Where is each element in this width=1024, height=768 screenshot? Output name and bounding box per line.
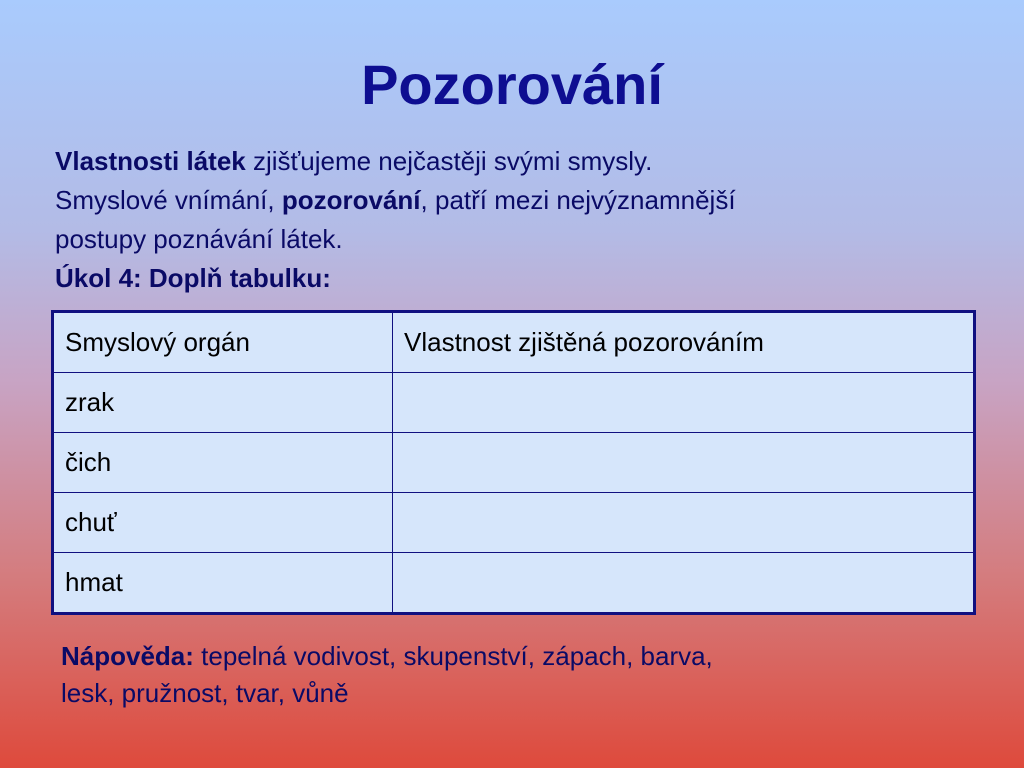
hint-text xyxy=(61,638,961,712)
property-cell[interactable] xyxy=(393,373,975,433)
hint-line-1 xyxy=(61,638,961,675)
intro-bold-vlastnosti: Vlastnosti látek xyxy=(55,146,246,176)
task-heading xyxy=(55,259,975,298)
intro-text xyxy=(55,142,975,298)
property-cell[interactable] xyxy=(393,553,975,614)
header-cell-property: Vlastnost zjištěná pozorováním xyxy=(393,312,975,373)
table-row xyxy=(53,553,975,614)
organ-cell: čich xyxy=(53,433,393,493)
hint-words-1: tepelná vodivost, skupenství, zápach, barva, xyxy=(193,641,713,671)
intro-line-2 xyxy=(55,181,975,220)
table-row xyxy=(53,433,975,493)
task-label: Úkol 4: Doplň tabulku: xyxy=(55,263,331,293)
slide-title: Pozorování xyxy=(361,53,663,116)
senses-table xyxy=(51,310,976,615)
table-row xyxy=(53,373,975,433)
organ-cell: chuť xyxy=(53,493,393,553)
table-row xyxy=(53,493,975,553)
hint-label: Nápověda: xyxy=(61,641,194,671)
property-cell[interactable] xyxy=(393,433,975,493)
table-header-row xyxy=(53,312,975,373)
intro-text-2: Smyslové vnímání, xyxy=(55,185,282,215)
intro-text-1: zjišťujeme nejčastěji svými smysly. xyxy=(245,146,653,176)
organ-cell: hmat xyxy=(53,553,393,614)
organ-cell: zrak xyxy=(53,373,393,433)
hint-line-2: lesk, pružnost, tvar, vůně xyxy=(61,678,349,708)
intro-line-3: postupy poznávání látek. xyxy=(55,224,343,254)
intro-line-1 xyxy=(55,142,975,181)
property-cell[interactable] xyxy=(393,493,975,553)
intro-text-3: , patří mezi nejvýznamnější xyxy=(420,185,736,215)
header-cell-organ: Smyslový orgán xyxy=(53,312,393,373)
intro-bold-pozorovani: pozorování xyxy=(281,185,421,215)
